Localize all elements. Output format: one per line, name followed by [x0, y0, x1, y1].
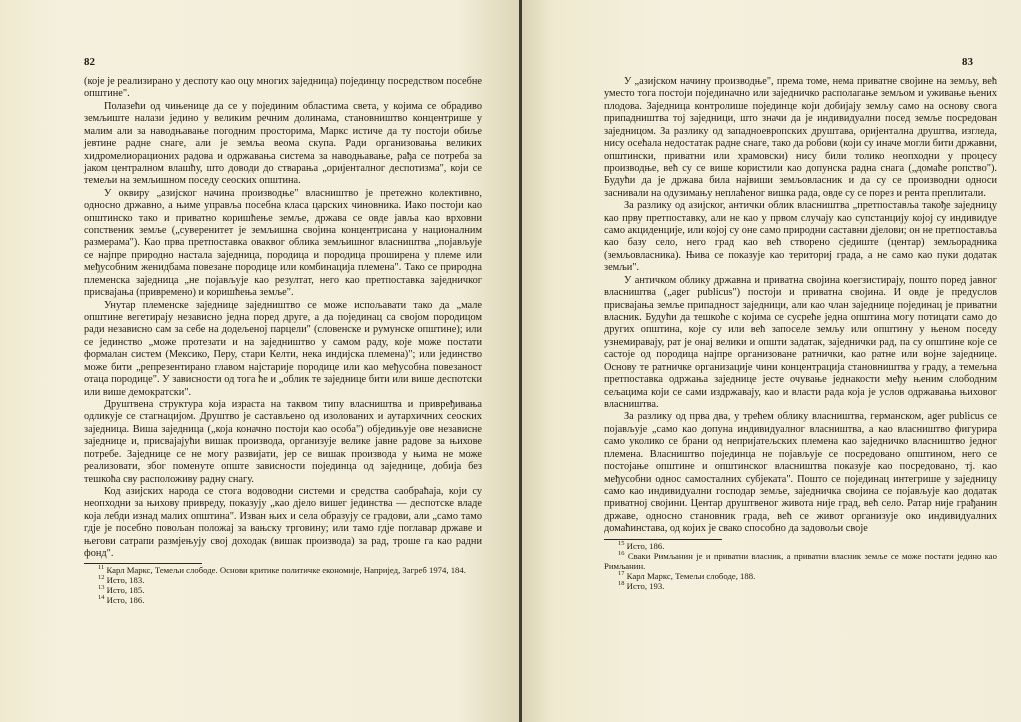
footnote: $^{16}$ Сваки Римљанин је и приватни власник, а приватни власник земље се може постати једино као Римљанин. — [604, 549, 997, 571]
paragraph: У оквиру „азијског начина производње" власништво је претежно колективно, односно државно, а њиме управља посебна класа царских чиновника. Иако постоји као општинско тако и приватно коришћење земље, држава се овде јавља као врховни сопственик земље („суверенитет је земљишна својина концентрисана у националним размерама"). Као прва претпоставка оваквог облика земљишног власништва „појављује се најпре природно настала заједница, породица и породица проширена у племе или међусобним женидбама повезане породице или комбинација племена". Тако се природна племенска заједница „не појављује као резултат, него као претпоставка заједничког присвајања (привремено) и коришћења земље". — [84, 187, 482, 299]
paragraph: Друштвена структура која израста на таквом типу власништва и привређивања одликује се стагнацијом. Друштво је састављено од изолованих и аутархичних сеоских заједница. Виша заједница („која коначно постоји као особа") обједињује ове независне заједнице и, присвајајући вишак производа, организује велике јавне радове за њихове потребе. Заједнице се не могу развијати, јер се вишак производа у њима не може реализовати, због поменуте опште зависности појединца од заједнице, добија без тешкоћа сву расположиву радну снагу. — [84, 398, 482, 485]
right-page — [522, 0, 1021, 722]
paragraph: Полазећи од чињенице да се у појединим областима света, у којима се обрадиво земљиште налази једино у великим речним долинама, становништво концентрише у малим али за наводњавање погодним просторима, Маркс истиче да ту постоји обиље јевтине радне снаге, али је земља веома скупа. Ради организовања великих хидромелиорационих радова и одржавања система за наводњавање, рађа се потреба за јаком централном влашћу, што доводи до стварања „оријенталног деспотизма", који се темељи на земљишном поседу сеоских општина. — [84, 100, 482, 187]
page-number-left: 82 — [84, 56, 95, 68]
paragraph: За разлику од азијског, антички облик власништва „претпоставља такође заједницу као прву претпоставку, али не као у првом случају као супстанцију којој су индивидуе само акциденције, или којој су оне само природни саставни дјелови; он не претпоставља као базу село, него град као већ створено сједиште (центар) земљорадника (земљовласника). Њива се показује као териториј града, а не само као пуки додатак земљи". — [604, 200, 997, 274]
footnote: $^{17}$ Карл Маркс, Темељи слободе, 188. — [618, 569, 756, 581]
paragraph: Унутар племенске заједнице заједништво се може испољавати тако да „мале општине вегетирају независно једна поред друге, а да појединац са својом породицом ради независно сам за себе на додељеној парцели" (словенске и румунске општине); или се јединство „може протезати и на заједништво у самом раду, које може постати формалан систем (Мексико, Перу, стари Келти, нека индијска племена)"; или јединство може бити „репрезентирано главом најстарије породице или као међусобна повезаност отаца породице". У зависности од тога ће и „облик те заједнице бити или више деспотски или више демократски". — [84, 299, 482, 398]
paragraph: У античком облику државна и приватна својина коегзистирају, пошто поред јавног власништва („ager publicus") постоји и приватна својина. И овде је предуслов присвајања земље припадност заједници, али као члан заједнице појединац је приватни власник. Будући да тешкоће с којима се сусреће једна општина могу потицати само до других општина, које су или већ запоселе земљу или општину у њеном поседу узнемиравају, рат је онај велики и општи задатак, заједнички рад, па су општине које се састоје од породица најпре организоване ратнички, као ратне или војне заједнице. Основу те ратничке организације чини концентрација становништва у граду, а темељна претпоставка одржања заједнице јесте очување једнакости међу њеним слободним сељацима који се сами издржавају, као и власти рада која је услов одржавања њиховог власништва. — [604, 274, 997, 410]
paragraph: (које је реализирано у деспоту као оцу многих заједница) појединцу посредством посебне општине". — [84, 76, 482, 100]
left-page-body — [84, 76, 482, 605]
right-page-body — [604, 76, 997, 591]
footnote: $^{13}$ Исто, 185. — [98, 584, 145, 596]
paragraph: За разлику од прва два, у трећем облику власништва, германском, ager publicus се појављује „само као допуна индивидуалног власништва, а као власништво фигурира само уколико се брани од непријатељских племена као заједничко власништво једног племена. Власништво појединца не појављује се посредовано општином, него се постојање општине и општинског власништва показује као посредовано, тј. као међусобни однос самосталних субјеката". Пошто се појединац интегрише у заједницу само као индивидуални господар земље, заједничка својина се појављује као додатак приватној својини. Центар друштвеног живота није град, већ село. Ратар није грађанин државе, односно становник града, већ се живот организује око индивидуалних домаћинстава, од којих је свако способно да задовољи своје — [604, 411, 997, 535]
page-number-right: 83 — [962, 56, 973, 68]
footnote: $^{14}$ Исто, 186. — [98, 594, 145, 606]
paragraph: У „азијском начину производње", према томе, нема приватне својине на земљу, већ уместо тога постоји појединачно или заједничко располагање земљом и уживање њених плодова. Заједница контролише појединце који добијају земљу само на основу свога припадништва тој заједници, што значи да је индивидуални посед земље посредован заједницом. За разлику од западноевропских друштава, оријентална друштва, изгледа, нису осећала недостатак радне снаге, тако да робови (који су иначе могли бити државни, општински, приватни или храмовски) нису били толико неопходни у процесу производње, већ су се више користили као допунска радна снага („домаће ропство"). Будући да је држава била највиши земљовласник и да су се производни односи заснивали на одузимању неплаћеног вишка рада, овде су се порез и рента преплитали. — [604, 76, 997, 199]
footnote: $^{18}$ Исто, 193. — [618, 579, 665, 591]
footnote: $^{11}$ Карл Маркс, Темељи слободе. Основи критике политичке економије, Напријед, Загреб 1974, 184. — [98, 564, 466, 576]
footnote: $^{12}$ Исто, 183. — [98, 574, 145, 586]
paragraph: Код азијских народа се стога водоводни системи и средства саобраћаја, који су неопходни за њихову привреду, показују „као дјело вишег јединства — деспотске владе која лебди изнад малих општина". Изван њих и села образују се градови, али „само тамо гдје је посебно повољан положај за вањску трговину; или тамо гдје поглавар државе и његови сатрапи размјењују свој доходак (вишак производа) за рад, троше га као радни фонд". — [84, 485, 482, 560]
footnote: $^{15}$ Исто, 186. — [618, 539, 665, 551]
